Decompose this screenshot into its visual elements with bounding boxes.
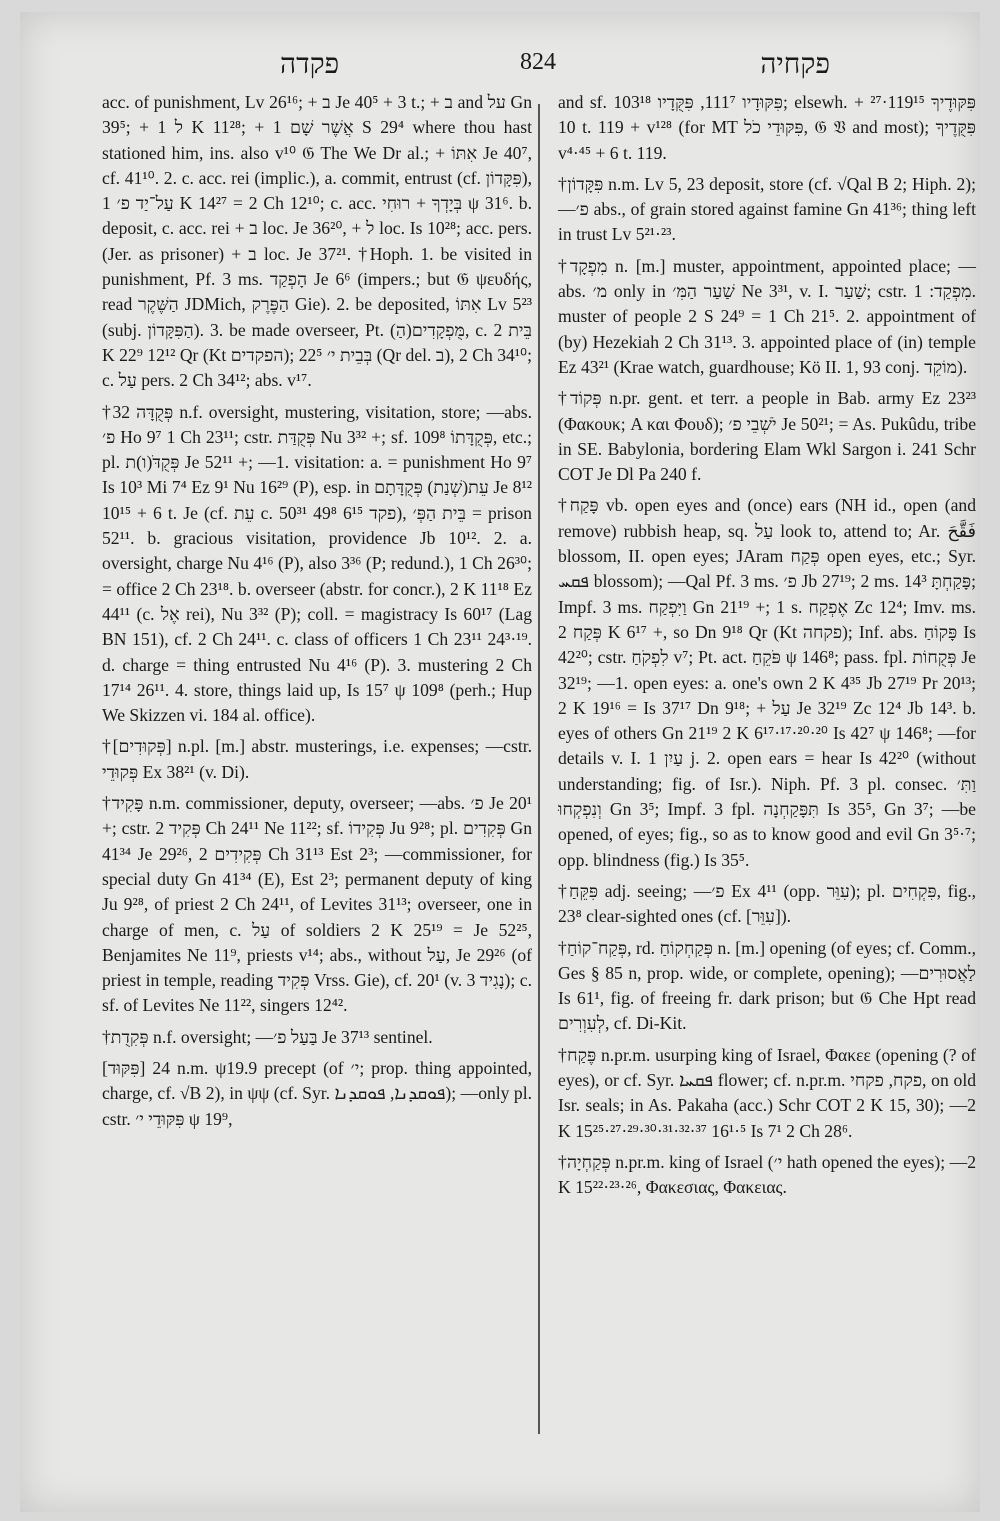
entry-pequdim: †[פְּקוּדִים] n.pl. [m.] abstr. musterings, i.e. expenses; —cstr. פְּקוּדֵי Ex 38²¹ (v. Di). — [102, 736, 532, 782]
left-column — [102, 90, 532, 1132]
header-left-word: פקדה — [280, 47, 340, 80]
entry-peqod: †פְּקוֹד n.pr. gent. et terr. a people in Bab. army Ez 23²³ (Φακουκ; A και Φουδ); יֹשְׁבֵי פ׳ Je 50²¹; = As. Pukûdu, tribe in SE. Babylonia, bordering Elam Wkl Sargon i. 241 Schr COT Je Dl Pa 240 f. — [558, 388, 977, 485]
entry-peqahyah: †פְּקַחְיָה n.pr.m. king of Israel (י׳ hath opened the eyes); —2 K 15²²·²³·²⁶, Φακεσιας, Φακειας. — [558, 1151, 977, 1198]
dictionary-page — [20, 12, 980, 1512]
entry-pequddah: †פְּקֻדָּה 32 n.f. oversight, mustering, visitation, store; —abs. פ׳ Ho 9⁷ 1 Ch 23¹¹; cstr. פְּקֻדַּת Nu 3³² +; sf. פְּקֻדָּתוֹ 109⁸, etc.; pl. פְּקֻדֹּ(ו)ת Je 52¹¹ +; —1. visitation: a. = punishment Ho 9⁷ Is 10³ Mi 7⁴ Ez 9¹ Nu 16²⁹ (P), esp. in עֵת(שְׁנַת) פְּקֻדָּתָם Je 8¹² 10¹⁵ + 6 t. Je (cf. עֵת c. פקד 6¹⁵ 49⁸ 50³¹), בֵּית הַפְּ׳ = prison 52¹¹. b. gracious visitation, providence Jb 10¹². 2. a. oversight, charge Nu 4¹⁶ (P), also 3³⁶ (P; redund.), 1 Ch 26³⁰; = office 2 Ch 23¹⁸. b. overseer (abstr. for concr.), 2 K 11¹⁸ Ez 44¹¹ (c. אֶל rei), Nu 3³² (P); coll. = magistracy Is 60¹⁷ (Lag BN 151), cf. 2 Ch 24¹¹. c. class of officers 1 Ch 23¹¹ 24³·¹⁹. d. charge = thing entrusted Nu 4¹⁶ (P). 3. mustering 2 Ch 17¹⁴ 26¹¹. 4. store, things laid up, Is 15⁷ ψ 109⁸ (perh.; Hup We Skizzen vi. 184 al. office). — [102, 401, 533, 726]
header-right-word: פקחיה — [760, 47, 830, 80]
entry-piqqud-continued: and sf. פִּקּוּדָיו 111⁷, פִּקֻּדָיו 103¹⁸; elsewh. פִּקּוּדֶיךָ 119¹⁵·²⁷ + 10 t. 119 + v¹²⁸ (for MT פִּקּוּדֵי כֹל, 𝔊 𝔙 and most); פִּקֻּדֶיךָ v⁴·⁴⁵ + 6 t. 119. — [558, 92, 976, 163]
entry-pequdut: †פְּקִדֻת n.f. oversight; —בַּעַל פ׳ Je 37¹³ sentinel. — [102, 1026, 433, 1047]
entry-peqah: †פֶּקַח n.pr.m. usurping king of Israel, Φακεε (opening (? of eyes), or cf. Syr. ܦܩܚܐ flower; cf. n.pr.m. פקח, פקחי, on old Isr. seals; in As. Pakaha (acc.) Schr COT 2 K 15, 30); —2 K 15²⁵·²⁷·²⁹·³⁰·³¹·³²·³⁷ 16¹·⁵ Is 7¹ 2 Ch 28⁶. — [558, 1044, 977, 1141]
entry-piqqud: [פִּקּוּד] 24 n.m. ψ19.9 precept (of י׳; prop. thing appointed, charge, cf. √B 2), in ψψ (cf. Syr. ܦܘܩܕܢܐ, ܦܘܩܕܢܐ); —only pl. cstr. פִּקּוּדֵי י׳ ψ 19⁹, — [102, 1057, 532, 1129]
entry-piqqadon: †פִּקָּדוֹן n.m. Lv 5, 23 deposit, store (cf. √Qal B 2; Hiph. 2); —פ׳ abs., of grain stored against famine Gn 41³⁶; thing left in trust Lv 5²¹·²³. — [558, 173, 976, 245]
column-divider — [538, 104, 540, 1434]
entry-paqid: †פָּקִיד n.m. commissioner, deputy, overseer; —abs. פ׳ Je 20¹ +; cstr. פְּקִיד 2 Ch 24¹¹ Ne 11²²; sf. פְּקִידוֹ Ju 9²⁸; pl. פְּקִדִים Gn 41³⁴ Je 29²⁶, פְּקִידִים 2 Ch 31¹³ Est 2³; —commissioner, for special duty Gn 41³⁴ (E), Est 2³; permanent deputy of king Ju 9²⁸, of priest 2 Ch 24¹¹, of Levites 31¹³; overseer, one in charge of men, c. עַל of soldiers 2 K 25¹⁹ = Je 52²⁵, Benjamites Ne 11⁹, priests v¹⁴; abs., without עַל, Je 29²⁶ (of priest in temple, reading פְּקִיד Vrss. Gie), cf. 20¹ (v. נָגִיד 3); c. sf. of Levites Ne 11²², singers 12⁴². — [102, 793, 533, 1016]
entry-peqah-qoah: †פְּקַח־קוֹחַ, rd. פְּקַחְקוֹחַ n. [m.] opening (of eyes; cf. Comm., Ges § 85 n, prop. wide, or complete, opening); —לַאֲסוּרִים Is 61¹, fig. of freeing fr. dark prison; but 𝔊 Che Hpt read לְעִוְרִים, cf. Di-Kit. — [558, 937, 976, 1034]
page-header — [20, 47, 980, 87]
right-column — [558, 90, 976, 1200]
page-number: 824 — [520, 49, 556, 75]
entry-piqqeah: †פִּקֵּחַ adj. seeing; —פ׳ Ex 4¹¹ (opp. עִוֵּר); pl. פִּקְחִים, fig., 23⁸ clear-sighted ones (cf. [עִוֵּר]). — [558, 880, 976, 927]
entry-mipqad: †מִפְקָד n. [m.] muster, appointment, appointed place; —abs. מ׳ only in שַׁעַר הַמִּ׳ Ne 3³¹, v. I. שַׁעַר; cstr. מִפְקַד: 1. muster of people 2 S 24⁹ = 1 Ch 21⁵. 2. appointment of (by) Hezekiah 2 Ch 31¹³. 3. appointed place of (in) temple Ez 43²¹ (Krae watch, guardhouse; Kö II. 1, 93 conj. מוֹקֵד). — [558, 255, 977, 377]
entry-paqah-verb: †פָּקַח vb. open eyes and (once) ears (NH id., open (and remove) rubbish heap, sq. עַל look to, attend to; Ar. فَقَّحَ blossom, II. open eyes; JAram פְּקַח open eyes, etc.; Syr. ܦܩܚ blossom); —Qal Pf. 3 ms. פ׳ Jb 27¹⁹; 2 ms. פָּקַחְתָּ 14³; Impf. 3 ms. וַיִּפְקַח Gn 21¹⁹ +; 1 s. אֶפְקַח Zc 12⁴; Imv. ms. פְּקַח 2 K 6¹⁷ +, so Dn 9¹⁸ Qr (Kt פקחה); Inf. abs. פָּקוֹחַ Is 42²⁰; cstr. לִפְקֹחַ v⁷; Pt. act. פֹּקֵחַ ψ 146⁸; pass. fpl. פְּקֻחוֹת Je 32¹⁹; —1. open eyes: a. one's own 2 K 4³⁵ Jb 27¹⁹ Pr 20¹³; 2 K 19¹⁶ = Is 37¹⁷ Dn 9¹⁸; + עַל Je 32¹⁹ Zc 12⁴ Jb 14³. b. eyes of others Gn 21¹⁹ 2 K 6¹⁷·¹⁷·²⁰·²⁰ Is 42⁷ ψ 146⁸; —for details v. I. עַיִן 1 j. 2. open ears = hear Is 42²⁰ (without understanding; fig. of Isr.). Niph. Pf. 3 pl. consec. וַתִּ׳ וְנִפְקְחוּ Gn 3⁵; Impf. 3 fpl. תִּפָּקַחְנָה Is 35⁵, Gn 3⁷; —be opened, of eyes; fig., so as to know good and evil Gn 3⁵·⁷; opp. blindness (fig.) Is 35⁵. — [558, 495, 977, 870]
entry-paqad-continued: acc. of punishment, Lv 26¹⁶; + ב Je 40⁵ + 3 t.; + ב and על Gn 39⁵; + ל 1 K 11²⁸; + אֲשֶׁר שָׁם 1 S 29⁴ where thou hast stationed him, ins. also v¹⁰ 𝔊 The We Dr al.; + אִתּוֹ Je 40⁷, cf. 41¹⁰. 2. c. acc. rei (implic.), a. commit, entrust (cf. פִּקָּדוֹן), עַל־יַד פ׳ 1 K 14²⁷ = 2 Ch 12¹⁰; c. acc. בְּיָדְךָ + רוּחִי ψ 31⁶. b. deposit, c. acc. rei + ב loc. Je 36²⁰, + ל loc. Is 10²⁸; acc. pers. (Jer. as prisoner) + ב loc. Je 37²¹. †Hoph. 1. be visited in punishment, Pf. 3 ms. הָפְקַד Je 6⁶ (impers.; but 𝔊 ψευδής, read הַשֶּׁקֶר JDMich, הַפֶּרֶק Gie). 2. be deposited, אִתּוֹ Lv 5²³ (subj. הַפִּקָּדוֹן). 3. be made overseer, Pt. (הַ)מֻּפְקָדִים, c. בֵּית 2 K 22⁹ 12¹² Qr (Kt הפקדים); בְּבֵית י׳ 22⁵ (Qr del. ב), 2 Ch 34¹⁰; c. עַל pers. 2 Ch 34¹²; abs. v¹⁷. — [102, 92, 533, 391]
